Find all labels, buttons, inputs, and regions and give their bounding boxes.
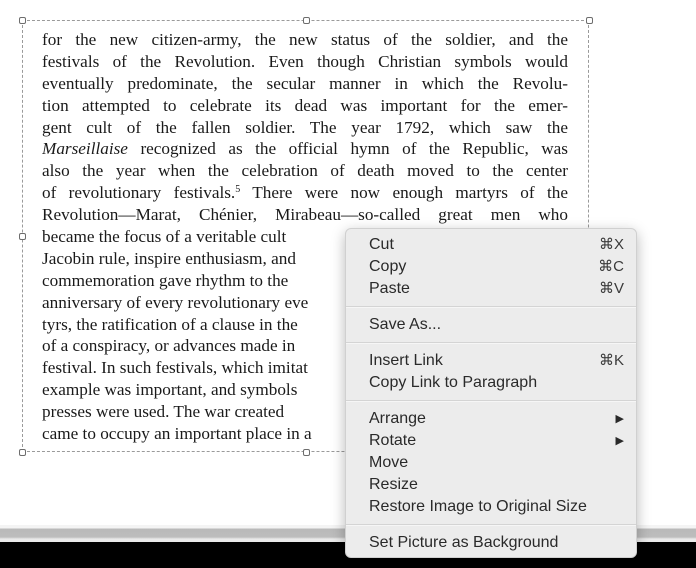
text-line: presses were used. The war created — [42, 402, 285, 422]
resize-handle-top-left[interactable] — [19, 17, 26, 24]
menu-item-label: Insert Link — [369, 352, 443, 369]
menu-item-set-picture-as-background[interactable] — [346, 532, 636, 554]
menu-item-label: Cut — [369, 236, 394, 253]
menu-item-label: Paste — [369, 280, 410, 297]
text-line: came to occupy an important place in a — [42, 424, 312, 444]
text-span: of revolutionary festivals. — [42, 183, 236, 203]
menu-item-label: Save As... — [369, 316, 442, 333]
resize-handle-bottom-middle[interactable] — [303, 449, 310, 456]
resize-handle-bottom-left[interactable] — [19, 449, 26, 456]
menu-item-move[interactable] — [346, 452, 636, 474]
text-line: gent cult of the fallen soldier. The year 1792, which saw the — [42, 117, 568, 137]
submenu-arrow-icon: ▶ — [615, 413, 624, 425]
menu-item-label: Arrange — [369, 410, 426, 427]
text-line — [42, 182, 568, 204]
menu-item-restore-original-size[interactable] — [346, 496, 636, 518]
italic-title: Marseillaise — [42, 139, 128, 159]
shortcut-label: ⌘C — [598, 258, 624, 275]
footnote-marker: 5 — [235, 184, 241, 196]
shortcut-label: ⌘V — [598, 280, 624, 297]
resize-handle-middle-left[interactable] — [19, 233, 26, 240]
menu-separator — [346, 342, 636, 344]
menu-item-cut[interactable] — [346, 234, 636, 256]
text-line: tyrs, the ratification of a clause in the — [42, 314, 298, 334]
text-line: also the year when the celebration of death moved to the center — [42, 161, 568, 181]
menu-separator — [346, 400, 636, 402]
menu-item-label: Resize — [369, 476, 418, 493]
menu-item-label: Restore Image to Original Size — [369, 498, 587, 515]
text-line: Jacobin rule, inspire enthusiasm, and — [42, 248, 296, 268]
text-line: eventually predominate, the secular manner in which the Revolu- — [42, 73, 568, 93]
menu-item-copy[interactable] — [346, 256, 636, 278]
text-line: festivals of the Revolution. Even though Christian symbols would — [42, 51, 568, 71]
menu-item-copy-link-to-paragraph[interactable] — [346, 372, 636, 394]
text-line: example was important, and symbols — [42, 380, 298, 400]
text-line: became the focus of a veritable cult — [42, 227, 287, 247]
text-line: tion attempted to celebrate its dead was important for the emer- — [42, 95, 568, 115]
text-line: anniversary of every revolutionary eve — [42, 292, 309, 312]
menu-item-label: Set Picture as Background — [369, 534, 559, 551]
menu-item-insert-link[interactable] — [346, 350, 636, 372]
menu-item-resize[interactable] — [346, 474, 636, 496]
text-line: commemoration gave rhythm to the — [42, 270, 289, 290]
shortcut-label: ⌘X — [598, 236, 624, 253]
text-line: for the new citizen-army, the new status of the soldier, and the — [42, 30, 568, 49]
resize-handle-top-middle[interactable] — [303, 17, 310, 24]
menu-separator — [346, 524, 636, 526]
resize-handle-top-right[interactable] — [586, 17, 593, 24]
menu-item-label: Copy Link to Paragraph — [369, 374, 538, 391]
menu-item-paste[interactable] — [346, 278, 636, 300]
text-line: Revolution—Marat, Chénier, Mirabeau—so-called great men who — [42, 205, 568, 225]
menu-item-save-as[interactable] — [346, 314, 636, 336]
menu-item-label: Rotate — [369, 432, 417, 449]
menu-separator — [346, 306, 636, 308]
text-line — [42, 138, 568, 160]
submenu-arrow-icon: ▶ — [615, 435, 624, 447]
shortcut-label: ⌘K — [598, 352, 624, 369]
text-line: festival. In such festivals, which imitat — [42, 358, 308, 378]
text-span: There were now enough martyrs of the — [240, 183, 568, 203]
menu-item-label: Move — [369, 454, 409, 471]
menu-item-arrange[interactable] — [346, 408, 636, 430]
menu-item-label: Copy — [369, 258, 407, 275]
menu-item-rotate[interactable] — [346, 430, 636, 452]
text-span: recognized as the official hymn of the Republic, was — [127, 139, 568, 159]
context-menu — [345, 228, 637, 558]
text-line: of a conspiracy, or advances made in — [42, 336, 296, 356]
